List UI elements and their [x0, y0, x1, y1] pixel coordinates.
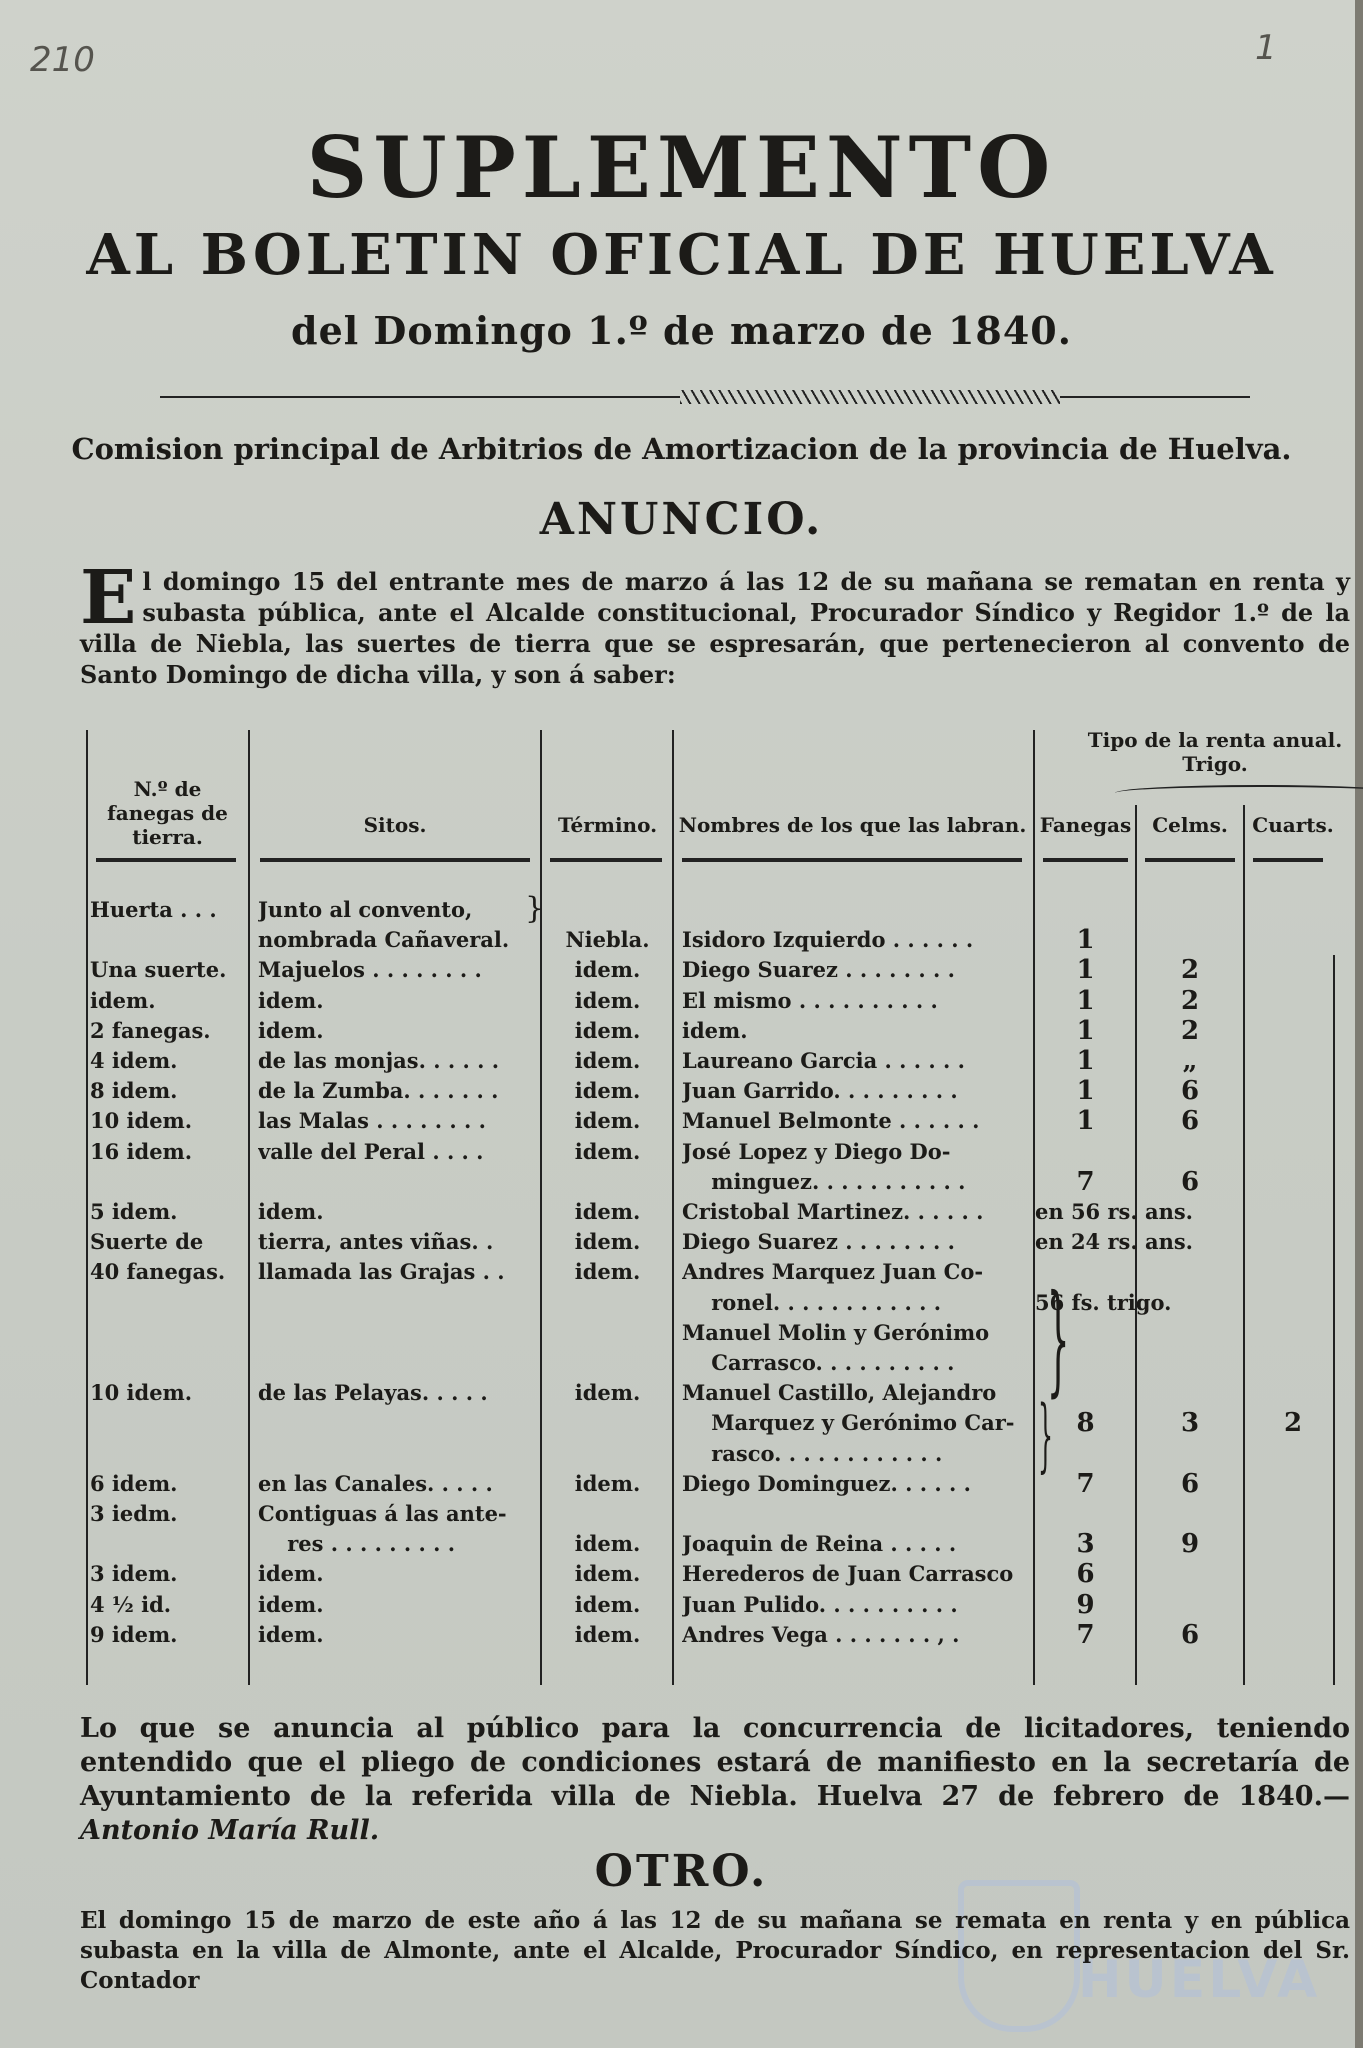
notice-heading: ANUNCIO. [539, 494, 824, 545]
table-cell-n: 3 idem. [90, 1561, 178, 1587]
table-cell-sitio: idem. [258, 1017, 324, 1043]
table-cell-nombre: Laureano Garcia . . . . . . [682, 1048, 965, 1073]
table-cell-cel: 6 [1180, 1166, 1200, 1197]
table-cell-cel: 2 [1180, 955, 1200, 986]
table-cell-n: 2 fanegas. [90, 1017, 211, 1043]
table-cell-fan: 1 [1076, 955, 1095, 986]
brace-pelayas: } [1037, 1388, 1054, 1481]
table-cell-sitio: llamada las Grajas . . [258, 1259, 505, 1285]
table-cell-termino: idem. [574, 1259, 641, 1285]
table-cell-n: 5 idem. [90, 1199, 178, 1224]
table-cell-sitio: Contiguas á las ante- [258, 1501, 507, 1526]
table-cell-termino: idem. [574, 1470, 641, 1496]
table-cell-nombre: idem. [682, 1017, 748, 1043]
table-cell-nombre: Carrasco. . . . . . . . . . [682, 1350, 955, 1375]
header-cuarts: Cuarts. [1252, 813, 1334, 837]
table-cell-nombre: Andres Marquez Juan Co- [682, 1259, 984, 1285]
document-title: SUPLEMENTO [306, 118, 1057, 217]
header-termino: Término. [557, 813, 658, 837]
table-cell-n: 16 idem. [90, 1138, 193, 1164]
table-cell-fan: 7 [1076, 1619, 1095, 1650]
table-cell-cel: „ [1182, 1046, 1198, 1076]
table-cell-fan: 1 [1076, 1046, 1095, 1076]
table-cell-termino: idem. [574, 1078, 641, 1104]
table-cell-n: 6 idem. [90, 1470, 178, 1496]
table-cell-nombre: Herederos de Juan Carrasco [682, 1561, 1014, 1587]
table-cell-sitio: de la Zumba. . . . . . . [258, 1078, 499, 1104]
table-cell-termino: idem. [574, 1108, 641, 1134]
table-cell-n: 40 fanegas. [90, 1259, 226, 1285]
land-table [80, 725, 1350, 1695]
table-cell-cel: 6 [1180, 1076, 1200, 1107]
table-cell-sitio: las Malas . . . . . . . . [258, 1108, 486, 1134]
table-cell-nombre: Cristobal Martinez. . . . . . [682, 1199, 984, 1224]
table-cell-fan: 1 [1076, 1015, 1095, 1046]
table-cell-termino: idem. [574, 1017, 641, 1043]
table-cell-n: Huerta . . . [90, 897, 217, 922]
table-cell-sitio: idem. [258, 987, 324, 1013]
drop-cap: E [80, 555, 137, 641]
table-cell-nombre: ronel. . . . . . . . . . . . [682, 1289, 942, 1315]
table-cell-nombre: Joaquin de Reina . . . . . [682, 1531, 957, 1557]
table-cell-nombre: Manuel Belmonte . . . . . . [682, 1108, 980, 1134]
closing-paragraph [80, 1712, 1350, 1848]
table-cell-termino: idem. [574, 957, 641, 983]
table-cell-sitio: idem. [258, 1591, 324, 1617]
table-cell-fan: en 56 rs. ans. [1035, 1199, 1193, 1224]
table-cell-termino: idem. [574, 1380, 641, 1406]
table-cell-sitio: en las Canales. . . . . [258, 1470, 493, 1496]
table-cell-fan: en 24 rs. ans. [1035, 1229, 1193, 1255]
table-cell-cel: 3 [1180, 1408, 1200, 1439]
brace-huerta: } [525, 891, 545, 926]
table-cell-termino: idem. [574, 1561, 641, 1587]
table-cell-sitio: Junto al convento, [258, 897, 473, 922]
table-cell-fan: 7 [1076, 1166, 1095, 1197]
margin-note-right: 1 [1255, 28, 1277, 68]
table-cell-termino: idem. [574, 1591, 641, 1617]
table-cell-sitio: tierra, antes viñas. . [258, 1229, 494, 1255]
table-cell-fan: 7 [1076, 1468, 1095, 1499]
table-cell-sitio: idem. [258, 1561, 324, 1587]
table-cell-fan: 1 [1076, 1076, 1095, 1107]
second-heading: OTRO. [594, 1846, 769, 1897]
table-cell-cel: 2 [1180, 985, 1200, 1016]
table-cell-nombre: Juan Pulido. . . . . . . . . . [682, 1591, 958, 1617]
table-cell-sitio: res . . . . . . . . . [258, 1531, 456, 1557]
table-cell-nombre: minguez. . . . . . . . . . . [682, 1168, 966, 1194]
header-nombres: Nombres de los que las labran. [678, 813, 1027, 837]
brace-grajas: } [1046, 1270, 1070, 1409]
table-cell-n: 10 idem. [90, 1380, 193, 1406]
table-cell-nombre: rasco. . . . . . . . . . . . [682, 1440, 943, 1466]
table-cell-n: 3 iedm. [90, 1501, 178, 1526]
table-cell-fan: 8 [1076, 1408, 1095, 1439]
header-tipo: Tipo de la renta anual. Trigo. [1087, 728, 1343, 776]
table-cell-termino: idem. [574, 1048, 641, 1073]
table-cell-termino: idem. [574, 1531, 641, 1557]
intro-paragraph [80, 555, 1350, 690]
document-date: del Domingo 1.º de marzo de 1840. [291, 308, 1072, 353]
table-cell-fan: 9 [1076, 1589, 1095, 1620]
table-cell-termino: idem. [574, 1621, 641, 1647]
signature: Antonio María Rull. [80, 1815, 380, 1846]
table-cell-sitio: valle del Peral . . . . [258, 1138, 484, 1164]
margin-note-left: 210 [30, 40, 95, 80]
watermark-text: HUELVA [1078, 1950, 1321, 2010]
decorative-rule [160, 390, 1250, 404]
table-cell-nombre: Diego Suarez . . . . . . . . [682, 957, 955, 983]
table-cell-n: 4 ½ id. [90, 1591, 172, 1617]
closing-text: Lo que se anuncia al público para la concurrencia de licitadores, teniendo entendido que el pliego de condiciones estará de manifiesto en la secretaría de Ayuntamiento de la referida villa de Niebla. Huelva 27 de febrero de 1840.— [80, 1713, 1350, 1812]
table-cell-nombre: Manuel Castillo, Alejandro [682, 1380, 997, 1406]
table-cell-cel: 9 [1180, 1529, 1200, 1560]
intro-text: l domingo 15 del entrante mes de marzo á las 12 de su mañana se rematan en renta y subasta pública, ante el Alcalde constitucional, Procurador Síndico y Regidor 1.º de la villa de Niebla, las suertes de tierra que se espresarán, que pertenecieron al convento de Santo Domingo de dicha villa, y son á saber: [80, 567, 1350, 689]
table-cell-fan: 1 [1076, 985, 1095, 1016]
table-cell-sitio: idem. [258, 1199, 324, 1224]
table-cell-nombre: Manuel Molin y Gerónimo [682, 1319, 990, 1345]
table-cell-termino: idem. [574, 1229, 641, 1255]
second-paragraph: El domingo 15 de marzo de este año á las 12 de su mañana se remata en renta y en pública subasta en la villa de Almonte, ante el Alcalde, Procurador Síndico, en representacion del Sr. Contador [80, 1907, 1350, 1994]
table-cell-fan: 6 [1076, 1559, 1095, 1590]
table-cell-n: 9 idem. [90, 1621, 178, 1647]
table-cell-cua: 2 [1283, 1408, 1303, 1439]
table-cell-n: idem. [90, 987, 156, 1013]
table-cell-cel: 6 [1180, 1468, 1200, 1499]
table-cell-nombre: José Lopez y Diego Do- [682, 1138, 951, 1164]
table-cell-sitio: idem. [258, 1621, 324, 1647]
table-cell-cel: 2 [1180, 1015, 1200, 1046]
table-cell-sitio: nombrada Cañaveral. [258, 927, 510, 953]
table-cell-fan: 1 [1076, 1106, 1095, 1137]
table-cell-nombre: El mismo . . . . . . . . . . [682, 987, 938, 1013]
table-cell-nombre: Marquez y Gerónimo Car- [682, 1410, 1015, 1436]
table-cell-nombre: Diego Suarez . . . . . . . . [682, 1229, 955, 1255]
table-cell-termino: Niebla. [565, 927, 650, 953]
table-cell-fan: 1 [1076, 925, 1095, 956]
table-cell-fan: 3 [1076, 1529, 1095, 1560]
table-cell-nombre: Isidoro Izquierdo . . . . . . [682, 927, 974, 953]
document-subtitle: AL BOLETIN OFICIAL DE HUELVA [86, 222, 1277, 288]
table-cell-sitio: Majuelos . . . . . . . . [258, 957, 482, 983]
header-celms: Celms. [1152, 813, 1228, 837]
table-cell-cel: 6 [1180, 1106, 1200, 1137]
table-cell-n: Una suerte. [90, 957, 227, 983]
table-cell-n: 4 idem. [90, 1048, 178, 1073]
table-cell-nombre: Diego Dominguez. . . . . . [682, 1470, 971, 1496]
header-fanegas-col: Fanegas [1039, 813, 1132, 837]
commission-name: Comision principal de Arbitrios de Amortizacion de la provincia de Huelva. [71, 432, 1292, 466]
table-cell-n: 8 idem. [90, 1078, 178, 1104]
header-sitios: Sitos. [363, 813, 427, 837]
table-cell-termino: idem. [574, 1199, 641, 1224]
table-cell-nombre: Andres Vega . . . . . . . , . [682, 1621, 960, 1647]
table-cell-sitio: de las Pelayas. . . . . [258, 1380, 488, 1406]
table-cell-n: 10 idem. [90, 1108, 193, 1134]
table-cell-fan: 56 fs. trigo. [1035, 1289, 1172, 1315]
header-brace [1115, 785, 1363, 801]
header-fanegas: N.º de fanegas de tierra. [107, 777, 228, 849]
table-cell-sitio: de las monjas. . . . . . [258, 1048, 500, 1073]
table-cell-n: Suerte de [90, 1229, 204, 1255]
table-cell-termino: idem. [574, 1138, 641, 1164]
table-cell-termino: idem. [574, 987, 641, 1013]
table-cell-nombre: Juan Garrido. . . . . . . . . [682, 1078, 958, 1104]
table-cell-cel: 6 [1180, 1619, 1200, 1650]
